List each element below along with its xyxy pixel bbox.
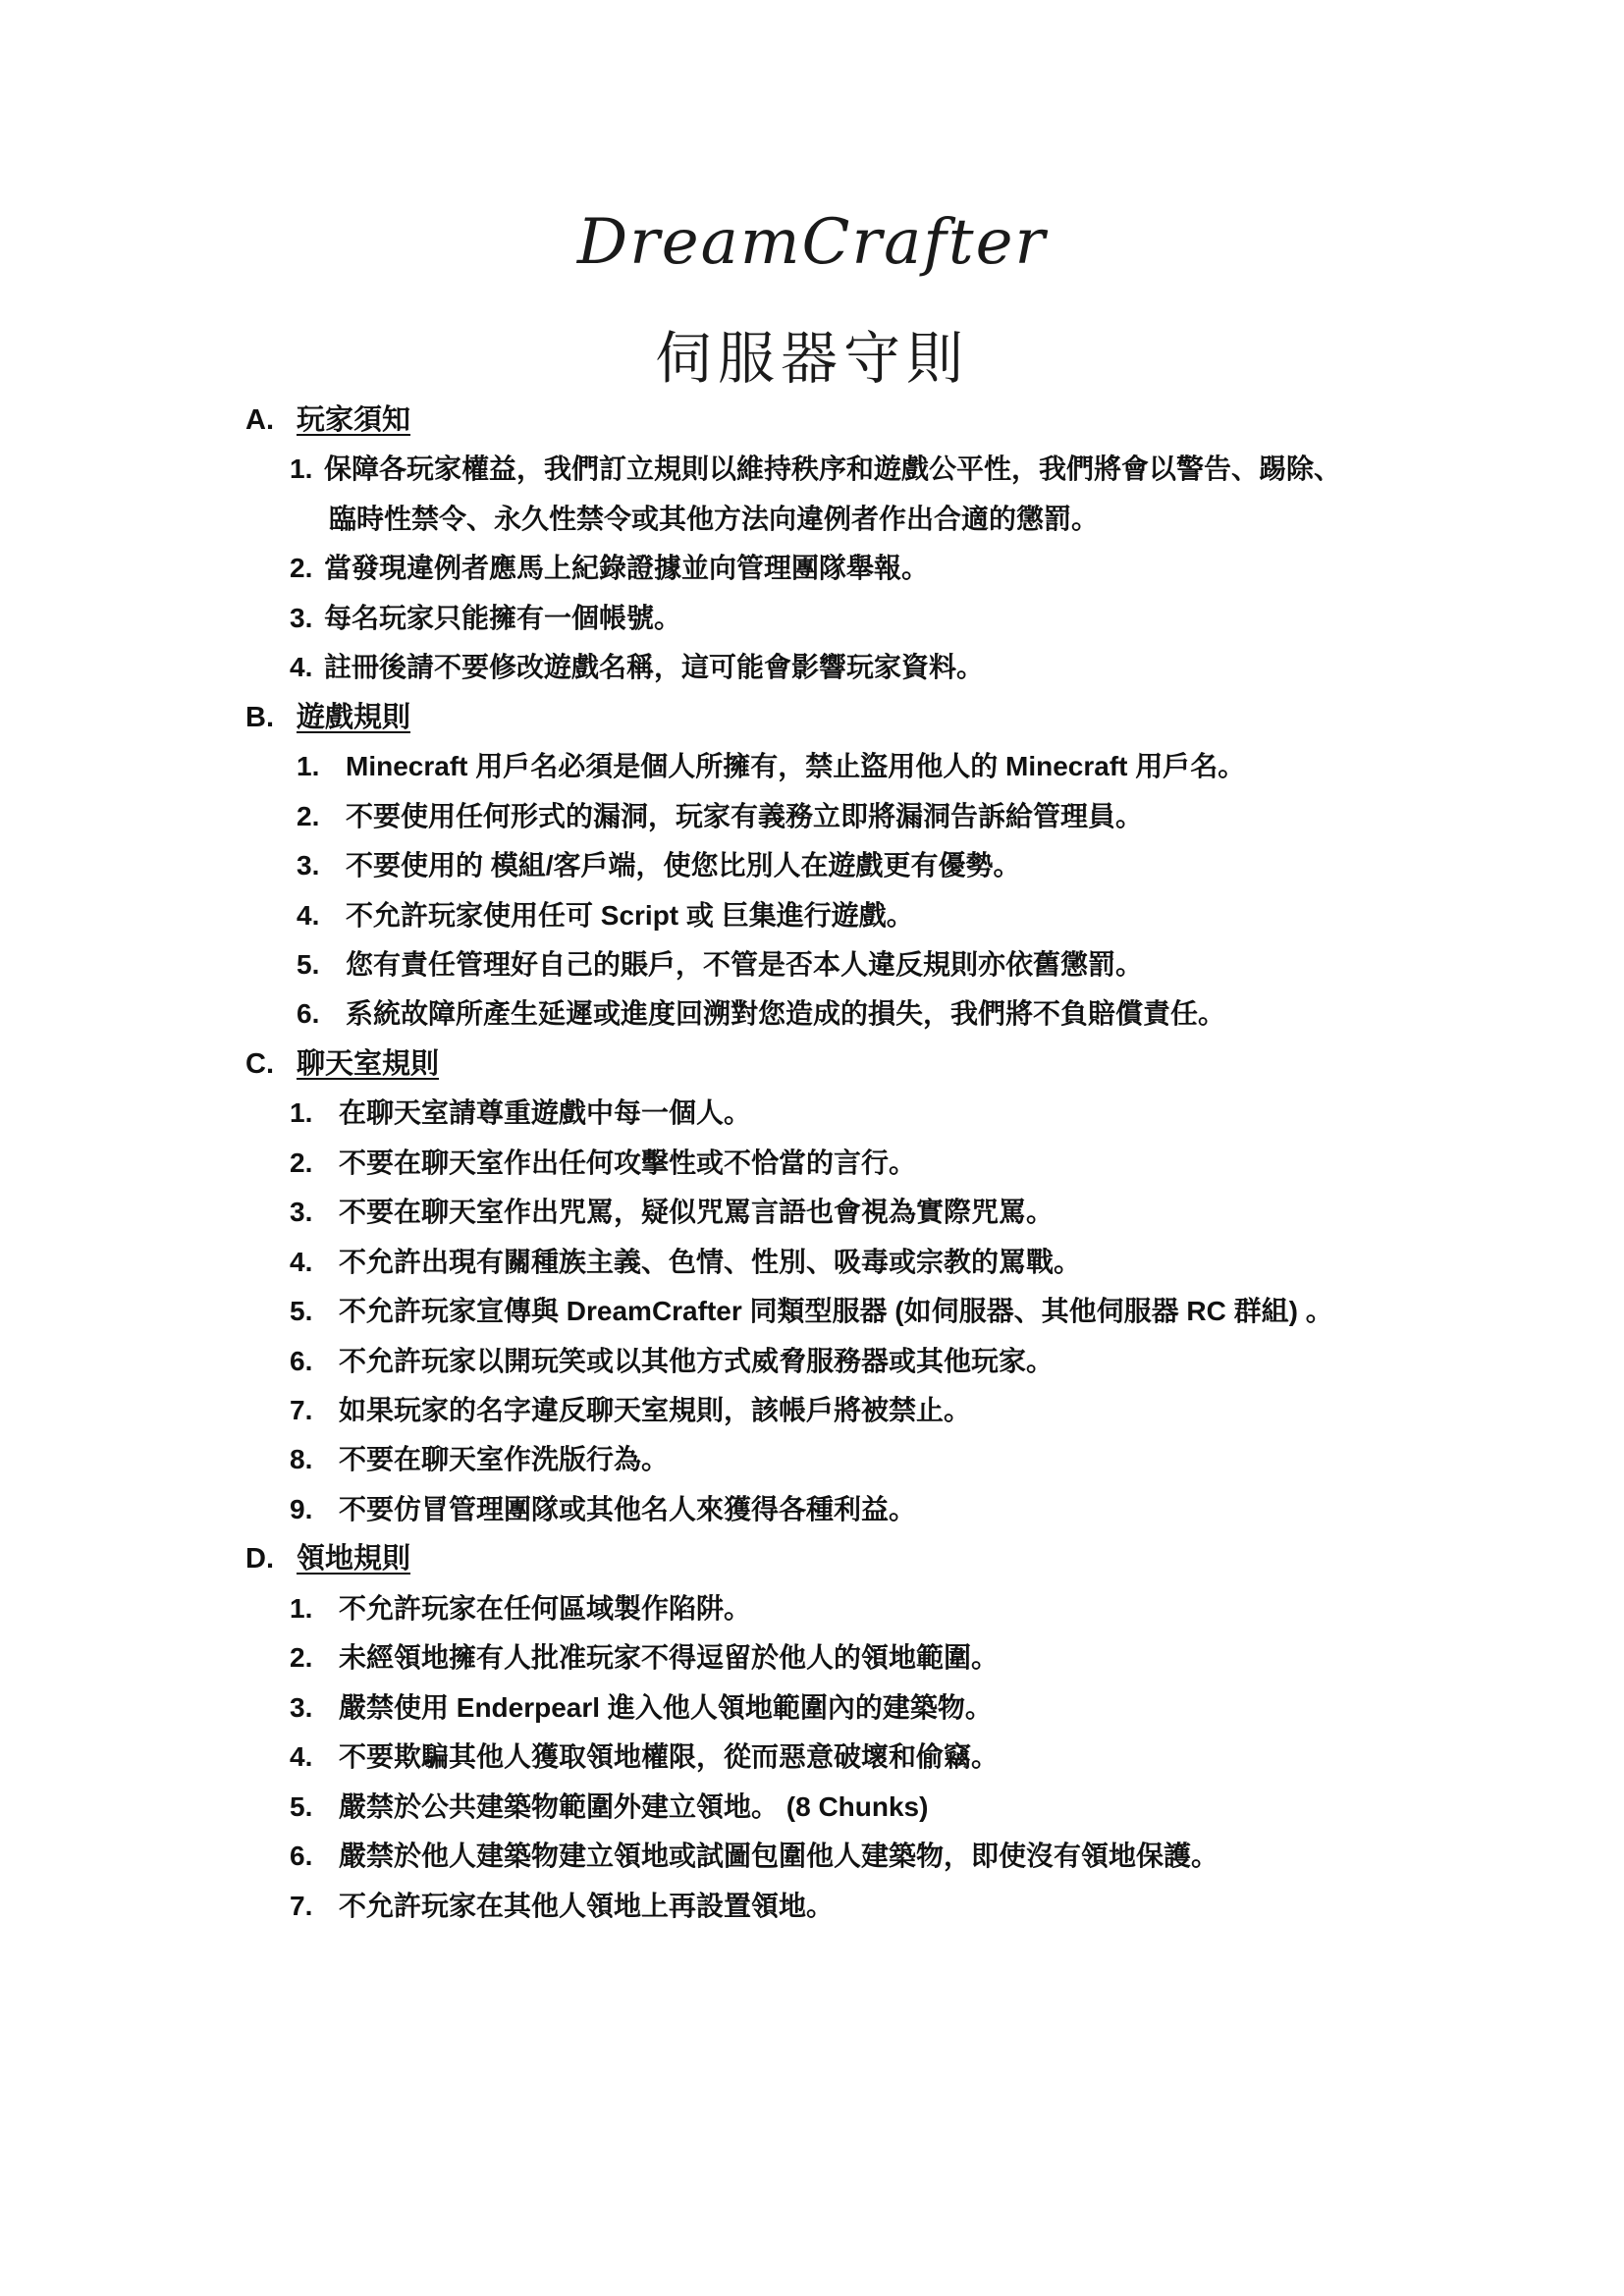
rule-number: 9. [290, 1493, 313, 1524]
rule-text: 不要使用任何形式的漏洞，玩家有義務立即將漏洞告訴給管理員。 [346, 800, 1144, 831]
rule-text: 嚴禁使用 Enderpearl 進入他人領地範圍內的建築物。 [339, 1691, 993, 1723]
section-title: 領地規則 [297, 1543, 411, 1575]
rule-number: 6. [297, 998, 320, 1030]
rule-number: 1. [290, 1097, 313, 1129]
rule-number: 8. [290, 1444, 313, 1475]
section-heading [245, 698, 410, 737]
rule-number: 5. [297, 948, 320, 980]
rule-text: 不允許玩家使用任可 Script 或 巨集進行遊戲。 [346, 899, 914, 931]
rule-number: 1. [297, 751, 320, 782]
rule-number: 4. [290, 1741, 313, 1773]
rule-text: 當發現違例者應馬上紀錄證據並向管理團隊舉報。 [324, 553, 930, 584]
rule-text: Minecraft 用戶名必須是個人所擁有，禁止盜用他人的 Minecraft 用戶名。 [346, 751, 1246, 782]
section-heading [245, 400, 410, 440]
rule-text: 註冊後請不要修改遊戲名稱，這可能會影響玩家資料。 [324, 652, 985, 683]
rule-number: 6. [290, 1841, 313, 1872]
section-heading [245, 1044, 439, 1084]
rule-number: 7. [290, 1395, 313, 1425]
rule-text: 不允許玩家在任何區域製作陷阱。 [339, 1592, 752, 1624]
rule-text: 每名玩家只能擁有一個帳號。 [324, 602, 682, 633]
section-title: 玩家須知 [297, 404, 411, 436]
rule-number: 7. [290, 1890, 313, 1921]
rule-text: 不允許玩家宣傳與 DreamCrafter 同類型服器 (如伺服器、其他伺服器 RC 群組) 。 [339, 1296, 1333, 1327]
rule-text: 嚴禁於公共建築物範圍外建立領地。 (8 Chunks) [339, 1790, 929, 1822]
rule-number: 4. [290, 652, 313, 683]
rule-text: 不允許出現有關種族主義、色情、性別、吸毒或宗教的罵戰。 [339, 1246, 1082, 1277]
document-title-zh: 伺服器守則 [654, 325, 969, 392]
rule-text: 嚴禁於他人建築物建立領地或試圖包圍他人建築物，即使沒有領地保護。 [339, 1841, 1219, 1872]
rule-text: 未經領地擁有人批准玩家不得逗留於他人的領地範圍。 [339, 1642, 1000, 1674]
rule-text: 不要在聊天室作出咒罵，疑似咒罵言語也會視為實際咒罵。 [339, 1197, 1055, 1228]
rule-number: 2. [297, 800, 320, 831]
rule-text: 不要在聊天室作出任何攻擊性或不恰當的言行。 [339, 1147, 917, 1178]
rule-number: 2. [290, 1642, 313, 1674]
rule-text: 在聊天室請尊重遊戲中每一個人。 [339, 1097, 752, 1129]
rule-text-continuation: 臨時性禁令、永久性禁令或其他方法向違例者作出合適的懲罰。 [329, 503, 1100, 534]
rule-text: 不要在聊天室作洗版行為。 [339, 1444, 670, 1475]
rule-number: 1. [290, 454, 313, 485]
section-heading [245, 1539, 410, 1578]
document-title-en: DreamCrafter [576, 206, 1048, 279]
rule-text: 保障各玩家權益，我們訂立規則以維持秩序和遊戲公平性，我們將會以警告、踢除、 [324, 454, 1342, 485]
section-letter: D. [245, 1543, 274, 1575]
section-letter: B. [245, 701, 274, 733]
rule-number: 4. [297, 899, 320, 931]
section-title: 聊天室規則 [297, 1047, 440, 1080]
rule-text: 不要仿冒管理團隊或其他名人來獲得各種利益。 [339, 1493, 917, 1524]
rule-text: 您有責任管理好自己的賬戶，不管是否本人違反規則亦依舊懲罰。 [346, 948, 1144, 980]
rule-text: 不允許玩家以開玩笑或以其他方式威脅服務器或其他玩家。 [339, 1345, 1055, 1376]
rule-number: 3. [297, 850, 320, 881]
rule-number: 3. [290, 602, 313, 633]
rule-text: 不要使用的 模組/客戶端，使您比別人在遊戲更有優勢。 [346, 850, 1021, 881]
rule-text: 不允許玩家在其他人領地上再設置領地。 [339, 1890, 835, 1921]
rule-text: 不要欺騙其他人獲取領地權限，從而惡意破壞和偷竊。 [339, 1741, 1000, 1773]
rule-number: 2. [290, 553, 313, 584]
rule-number: 2. [290, 1147, 313, 1178]
rule-text: 如果玩家的名字違反聊天室規則，該帳戶將被禁止。 [339, 1395, 972, 1425]
rule-number: 6. [290, 1345, 313, 1376]
section-letter: A. [245, 404, 274, 436]
rule-number: 5. [290, 1790, 313, 1822]
rule-number: 3. [290, 1197, 313, 1228]
rule-number: 1. [290, 1592, 313, 1624]
rule-number: 5. [290, 1296, 313, 1327]
rule-text: 系統故障所產生延遲或進度回溯對您造成的損失，我們將不負賠償責任。 [346, 998, 1226, 1030]
section-letter: C. [245, 1047, 274, 1080]
rule-number: 3. [290, 1691, 313, 1723]
rule-number: 4. [290, 1246, 313, 1277]
section-title: 遊戲規則 [297, 701, 411, 733]
